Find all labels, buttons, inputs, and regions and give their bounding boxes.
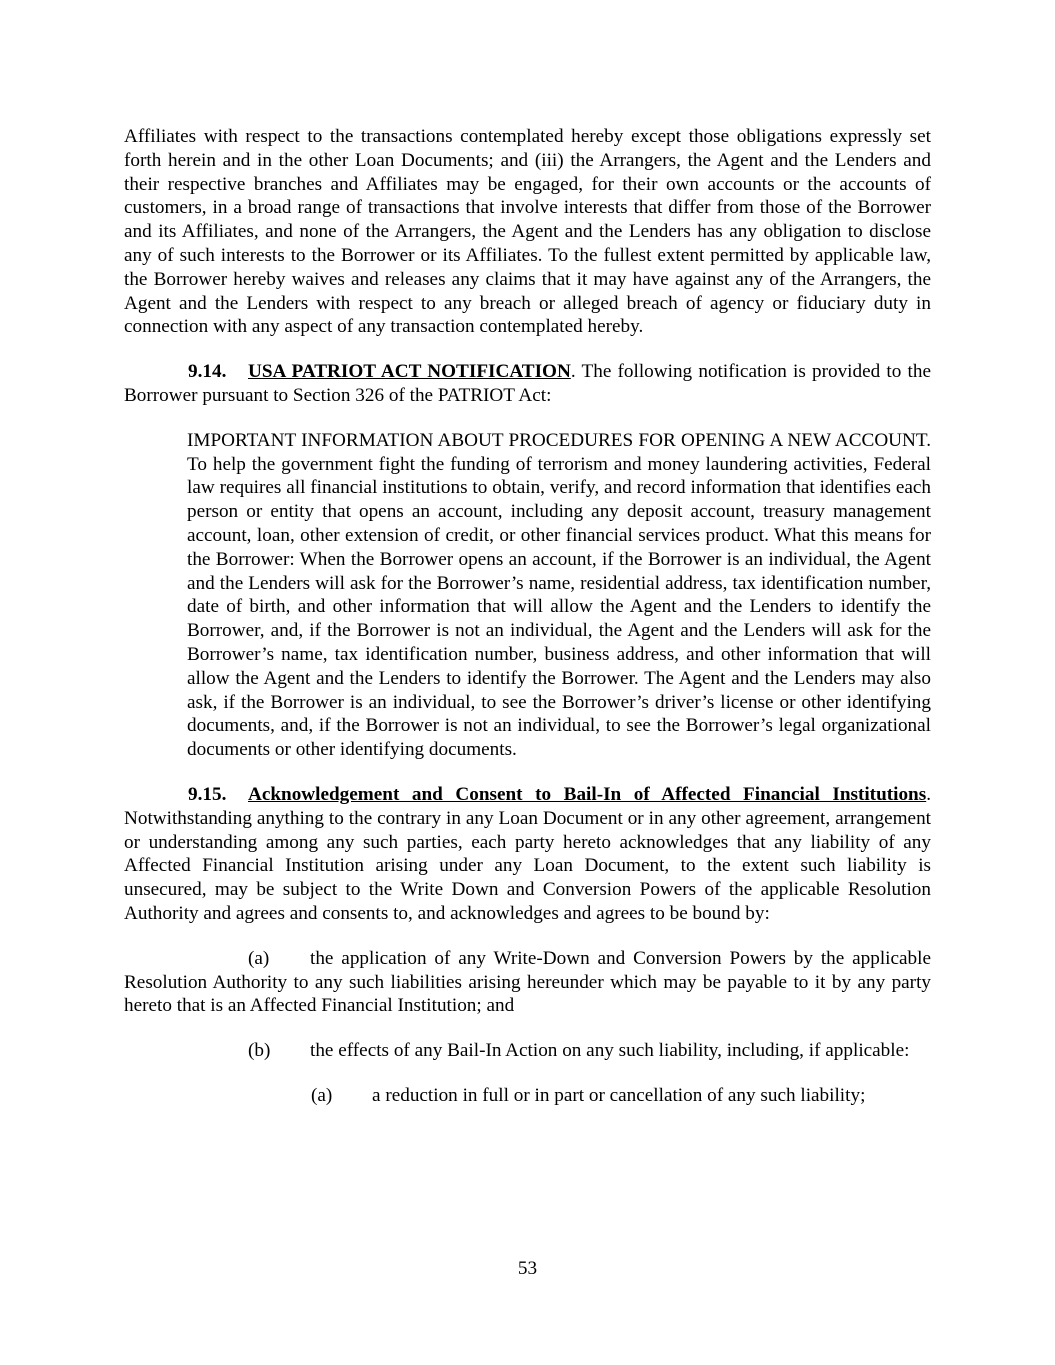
- section-9-15-body: . Notwithstanding anything to the contrary in any Loan Document or in any other agreement, arrangement or understanding among any such parties, each party hereto acknowledges that any liability of any Affected Financial Institution arising under any Loan Document, to the extent such liability is unsecured, may be subject to the Write Down and Conversion Powers of the applicable Resolution Authority and agrees and consents to, and acknowledges and agrees to be bound by:: [124, 783, 931, 924]
- subclause-a: [311, 1084, 931, 1108]
- section-9-14-title: USA PATRIOT ACT NOTIFICATION: [248, 361, 571, 383]
- section-9-15: [124, 783, 931, 926]
- clause-a-mark: (a): [248, 947, 270, 969]
- subclause-a-mark: (a): [311, 1084, 333, 1106]
- clause-a: [124, 947, 931, 1018]
- patriot-act-notice: IMPORTANT INFORMATION ABOUT PROCEDURES FOR OPENING A NEW ACCOUNT. To help the government fight the funding of terrorism and money laundering activities, Federal law requires all financial institutions to obtain, verify, and record information that identifies each person or entity that opens an account, including any deposit account, treasury management account, loan, other extension of credit, or other financial services product. What this means for the Borrower: When the Borrower opens an account, if the Borrower is an individual, the Agent and the Lenders will ask for the Borrower’s name, residential address, tax identification number, date of birth, and other information that will allow the Agent and the Lenders to identify the Borrower, and, if the Borrower is not an individual, the Agent and the Lenders will ask for the Borrower’s name, tax identification number, business address, and other information that will allow the Agent and the Lenders to identify the Borrower. The Agent and the Lenders may also ask, if the Borrower is an individual, to see the Borrower’s driver’s license or other identifying documents, and, if the Borrower is not an individual, to see the Borrower’s legal organizational documents or other identifying documents.: [187, 429, 931, 761]
- subclause-a-text: a reduction in full or in part or cancellation of any such liability;: [372, 1084, 866, 1106]
- section-9-15-title: Acknowledgement and Consent to Bail-In of Affected Financial Institutions: [248, 783, 927, 805]
- page-number: 53: [517, 1258, 538, 1279]
- document-page: [124, 125, 931, 1108]
- section-9-14-number: 9.14.: [188, 361, 227, 383]
- section-9-14: [124, 360, 931, 408]
- clause-b-text: the effects of any Bail-In Action on any such liability, including, if applicable:: [310, 1040, 910, 1062]
- opening-paragraph: Affiliates with respect to the transactions contemplated hereby except those obligations expressly set forth herein and in the other Loan Documents; and (iii) the Arrangers, the Agent and the Lenders and their respective branches and Affiliates may be engaged, for their own accounts or the accounts of customers, in a broad range of transactions that involve interests that differ from those of the Borrower and its Affiliates, and none of the Arrangers, the Agent and the Lenders has any obligation to disclose any of such interests to the Borrower or its Affiliates. To the fullest extent permitted by applicable law, the Borrower hereby waives and releases any claims that it may have against any of the Arrangers, the Agent and the Lenders with respect to any breach or alleged breach of agency or fiduciary duty in connection with any aspect of any transaction contemplated hereby.: [124, 126, 931, 338]
- section-9-15-number: 9.15.: [188, 783, 227, 805]
- clause-b: [124, 1039, 931, 1063]
- clause-b-mark: (b): [248, 1040, 271, 1062]
- clause-a-text: the application of any Write-Down and Conversion Powers by the applicable Resolution Authority to any such liabilities arising hereunder which may be payable to it by any party hereto that is an Affected Financial Institution; and: [124, 947, 931, 1017]
- section-9-14-body: . The following notification is provided to the Borrower pursuant to Section 326 of the PATRIOT Act:: [124, 361, 931, 406]
